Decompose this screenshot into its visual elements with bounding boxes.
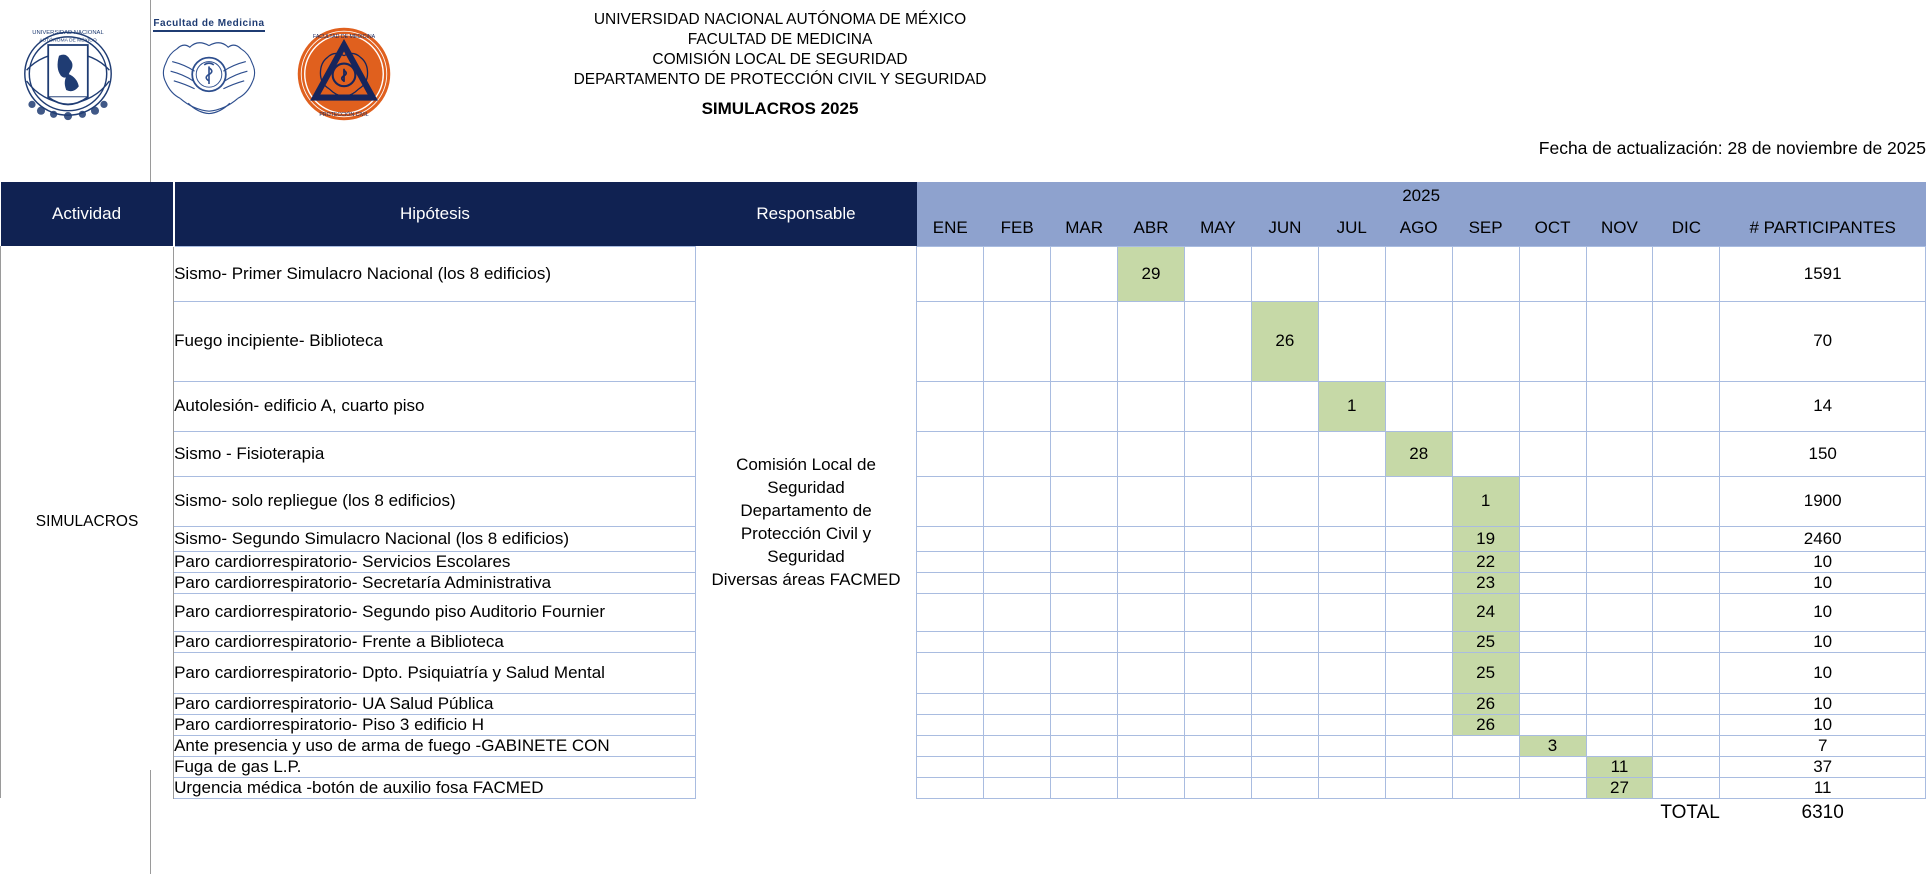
cell-month-nov — [1586, 572, 1653, 593]
column-header-month-dic: DIC — [1653, 210, 1720, 246]
column-header-month-sep: SEP — [1452, 210, 1519, 246]
cell-month-dic — [1653, 381, 1720, 431]
cell-hipotesis: Sismo- Primer Simulacro Nacional (los 8 edificios) — [174, 246, 696, 301]
cell-month-dic — [1653, 551, 1720, 572]
table-header — [1, 182, 1926, 246]
cell-month-jul — [1318, 431, 1385, 476]
footer-divider-line — [150, 770, 151, 874]
cell-month-dic — [1653, 572, 1720, 593]
cell-month-feb — [984, 572, 1051, 593]
table-row — [1, 714, 1926, 735]
facultad-medicina-label: Facultad de Medicina — [153, 18, 264, 32]
cell-month-ago — [1385, 476, 1452, 526]
cell-month-dic — [1653, 476, 1720, 526]
cell-month-dic — [1653, 301, 1720, 381]
cell-month-jun — [1251, 551, 1318, 572]
cell-hipotesis: Paro cardiorrespiratorio- Piso 3 edificio H — [174, 714, 696, 735]
column-header-month-ene: ENE — [917, 210, 984, 246]
cell-month-sep: 26 — [1452, 714, 1519, 735]
org-line-3: COMISIÓN LOCAL DE SEGURIDAD — [652, 51, 908, 68]
cell-hipotesis: Paro cardiorrespiratorio- Frente a Biblioteca — [174, 631, 696, 652]
cell-month-dic — [1653, 652, 1720, 693]
cell-month-feb — [984, 693, 1051, 714]
cell-month-may — [1184, 431, 1251, 476]
cell-month-feb — [984, 735, 1051, 756]
svg-text:FACULTAD DE MEDICINA: FACULTAD DE MEDICINA — [312, 34, 376, 41]
cell-hipotesis: Fuga de gas L.P. — [174, 756, 696, 777]
cell-month-ene — [917, 381, 984, 431]
cell-month-may — [1184, 714, 1251, 735]
cell-month-ago — [1385, 631, 1452, 652]
cell-month-oct — [1519, 551, 1586, 572]
cell-month-nov — [1586, 301, 1653, 381]
cell-month-sep — [1452, 756, 1519, 777]
cell-month-nov — [1586, 693, 1653, 714]
cell-month-nov — [1586, 476, 1653, 526]
cell-month-nov — [1586, 246, 1653, 301]
cell-month-jul — [1318, 693, 1385, 714]
cell-month-sep: 23 — [1452, 572, 1519, 593]
table-row — [1, 756, 1926, 777]
column-header-month-feb: FEB — [984, 210, 1051, 246]
cell-month-abr — [1118, 693, 1185, 714]
cell-month-may — [1184, 526, 1251, 551]
cell-month-mar — [1051, 735, 1118, 756]
cell-hipotesis: Fuego incipiente- Biblioteca — [174, 301, 696, 381]
column-header-month-abr: ABR — [1118, 210, 1185, 246]
cell-month-jul — [1318, 572, 1385, 593]
cell-participantes: 150 — [1720, 431, 1926, 476]
cell-month-oct: 3 — [1519, 735, 1586, 756]
cell-month-jul — [1318, 714, 1385, 735]
cell-participantes: 1591 — [1720, 246, 1926, 301]
cell-month-nov: 11 — [1586, 756, 1653, 777]
cell-month-dic — [1653, 246, 1720, 301]
cell-month-may — [1184, 246, 1251, 301]
cell-month-jul — [1318, 246, 1385, 301]
cell-month-sep: 24 — [1452, 593, 1519, 631]
table-row — [1, 735, 1926, 756]
table-row — [1, 593, 1926, 631]
cell-month-sep: 19 — [1452, 526, 1519, 551]
cell-month-mar — [1051, 431, 1118, 476]
org-line-1: UNIVERSIDAD NACIONAL AUTÓNOMA DE MÉXICO — [593, 11, 967, 28]
svg-text:PROTECCIÓN CIVIL: PROTECCIÓN CIVIL — [319, 111, 369, 118]
cell-month-jun — [1251, 714, 1318, 735]
cell-hipotesis: Sismo- Segundo Simulacro Nacional (los 8 edificios) — [174, 526, 696, 551]
cell-month-feb — [984, 551, 1051, 572]
cell-month-jun — [1251, 693, 1318, 714]
cell-month-sep — [1452, 735, 1519, 756]
cell-month-feb — [984, 714, 1051, 735]
cell-month-feb — [984, 756, 1051, 777]
cell-month-nov — [1586, 652, 1653, 693]
cell-month-oct — [1519, 431, 1586, 476]
cell-month-jun — [1251, 526, 1318, 551]
cell-participantes: 10 — [1720, 714, 1926, 735]
table-row — [1, 301, 1926, 381]
cell-month-mar — [1051, 693, 1118, 714]
table-row — [1, 693, 1926, 714]
org-line-2: FACULTAD DE MEDICINA — [687, 31, 873, 48]
cell-participantes: 70 — [1720, 301, 1926, 381]
table-row — [1, 431, 1926, 476]
cell-month-nov: 27 — [1586, 777, 1653, 798]
update-date: Fecha de actualización: 28 de noviembre de 2025 — [1538, 138, 1926, 158]
cell-month-nov — [1586, 526, 1653, 551]
cell-hipotesis: Sismo - Fisioterapia — [174, 431, 696, 476]
cell-month-may — [1184, 381, 1251, 431]
cell-participantes: 10 — [1720, 631, 1926, 652]
organization-heading — [0, 10, 1560, 119]
cell-month-nov — [1586, 431, 1653, 476]
cell-month-abr — [1118, 476, 1185, 526]
cell-month-jul — [1318, 735, 1385, 756]
cell-hipotesis: Paro cardiorrespiratorio- Secretaría Administrativa — [174, 572, 696, 593]
cell-month-may — [1184, 551, 1251, 572]
table-total-row — [1, 798, 1926, 828]
total-label: TOTAL — [1586, 798, 1720, 828]
column-header-month-jun: JUN — [1251, 210, 1318, 246]
table-row — [1, 551, 1926, 572]
cell-month-feb — [984, 431, 1051, 476]
cell-month-jun — [1251, 431, 1318, 476]
cell-month-sep — [1452, 777, 1519, 798]
cell-responsable — [695, 246, 917, 798]
cell-month-abr — [1118, 652, 1185, 693]
cell-month-sep — [1452, 431, 1519, 476]
cell-month-jul — [1318, 652, 1385, 693]
cell-month-abr — [1118, 381, 1185, 431]
cell-month-jul — [1318, 476, 1385, 526]
cell-month-ene — [917, 572, 984, 593]
cell-month-sep: 25 — [1452, 631, 1519, 652]
cell-month-jun — [1251, 246, 1318, 301]
cell-month-may — [1184, 756, 1251, 777]
cell-participantes: 10 — [1720, 693, 1926, 714]
cell-month-may — [1184, 476, 1251, 526]
cell-month-abr — [1118, 735, 1185, 756]
responsable-line: Diversas áreas FACMED — [711, 570, 901, 589]
cell-hipotesis: Paro cardiorrespiratorio- Servicios Escolares — [174, 551, 696, 572]
cell-month-jun — [1251, 631, 1318, 652]
cell-month-ago — [1385, 714, 1452, 735]
cell-month-nov — [1586, 714, 1653, 735]
cell-month-oct — [1519, 476, 1586, 526]
column-header-year: 2025 — [917, 182, 1926, 210]
cell-month-oct — [1519, 631, 1586, 652]
column-header-month-nov: NOV — [1586, 210, 1653, 246]
cell-month-mar — [1051, 756, 1118, 777]
cell-month-ago — [1385, 652, 1452, 693]
cell-month-nov — [1586, 381, 1653, 431]
document-title: SIMULACROS 2025 — [701, 99, 859, 118]
cell-month-ene — [917, 526, 984, 551]
cell-month-ene — [917, 714, 984, 735]
column-header-month-oct: OCT — [1519, 210, 1586, 246]
cell-month-mar — [1051, 246, 1118, 301]
cell-month-oct — [1519, 301, 1586, 381]
cell-month-abr — [1118, 431, 1185, 476]
cell-participantes: 10 — [1720, 551, 1926, 572]
cell-hipotesis: Urgencia médica -botón de auxilio fosa FACMED — [174, 777, 696, 798]
table-row — [1, 572, 1926, 593]
cell-month-ene — [917, 476, 984, 526]
cell-month-nov — [1586, 735, 1653, 756]
cell-month-dic — [1653, 431, 1720, 476]
svg-text:AUTÓNOMA DE MÉXICO: AUTÓNOMA DE MÉXICO — [39, 38, 97, 44]
cell-month-feb — [984, 652, 1051, 693]
simulacros-table — [0, 182, 1926, 828]
cell-month-feb — [984, 246, 1051, 301]
table-body — [1, 246, 1926, 828]
cell-month-ene — [917, 735, 984, 756]
total-row-spacer — [1, 798, 1587, 828]
column-header-month-mar: MAR — [1051, 210, 1118, 246]
cell-month-ago — [1385, 301, 1452, 381]
cell-month-ago — [1385, 526, 1452, 551]
cell-month-jul — [1318, 777, 1385, 798]
cell-participantes: 11 — [1720, 777, 1926, 798]
cell-participantes: 7 — [1720, 735, 1926, 756]
cell-month-may — [1184, 693, 1251, 714]
cell-month-abr — [1118, 551, 1185, 572]
cell-month-may — [1184, 652, 1251, 693]
cell-month-may — [1184, 631, 1251, 652]
cell-actividad: SIMULACROS — [1, 246, 174, 798]
cell-month-may — [1184, 301, 1251, 381]
page-header — [0, 0, 1926, 182]
cell-month-ago — [1385, 551, 1452, 572]
cell-month-ago — [1385, 777, 1452, 798]
cell-month-ago — [1385, 381, 1452, 431]
cell-participantes: 10 — [1720, 593, 1926, 631]
cell-month-jul — [1318, 551, 1385, 572]
cell-month-oct — [1519, 381, 1586, 431]
cell-month-dic — [1653, 714, 1720, 735]
cell-month-ene — [917, 301, 984, 381]
cell-participantes: 37 — [1720, 756, 1926, 777]
cell-month-dic — [1653, 693, 1720, 714]
table-row — [1, 246, 1926, 301]
cell-month-dic — [1653, 593, 1720, 631]
cell-month-abr — [1118, 593, 1185, 631]
cell-month-dic — [1653, 777, 1720, 798]
cell-hipotesis: Ante presencia y uso de arma de fuego -GABINETE CON — [174, 735, 696, 756]
cell-month-ene — [917, 246, 984, 301]
cell-month-jul — [1318, 526, 1385, 551]
cell-month-may — [1184, 735, 1251, 756]
cell-month-jul — [1318, 756, 1385, 777]
cell-month-jun — [1251, 476, 1318, 526]
cell-month-feb — [984, 381, 1051, 431]
column-header-month-may: MAY — [1184, 210, 1251, 246]
cell-month-ago — [1385, 593, 1452, 631]
cell-month-nov — [1586, 593, 1653, 631]
cell-hipotesis: Paro cardiorrespiratorio- UA Salud Pública — [174, 693, 696, 714]
table-row — [1, 476, 1926, 526]
table-row — [1, 381, 1926, 431]
cell-month-dic — [1653, 631, 1720, 652]
cell-month-oct — [1519, 526, 1586, 551]
cell-month-ene — [917, 631, 984, 652]
cell-month-abr — [1118, 572, 1185, 593]
cell-month-jul — [1318, 593, 1385, 631]
cell-month-mar — [1051, 777, 1118, 798]
cell-month-mar — [1051, 381, 1118, 431]
cell-month-feb — [984, 631, 1051, 652]
cell-month-mar — [1051, 476, 1118, 526]
cell-month-sep: 26 — [1452, 693, 1519, 714]
cell-month-may — [1184, 777, 1251, 798]
column-header-responsable: Responsable — [695, 182, 917, 246]
cell-month-nov — [1586, 631, 1653, 652]
responsable-line: Departamento de — [740, 501, 872, 520]
cell-month-jun — [1251, 735, 1318, 756]
cell-month-oct — [1519, 693, 1586, 714]
column-header-actividad: Actividad — [1, 182, 174, 246]
table-row — [1, 777, 1926, 798]
cell-month-jun — [1251, 593, 1318, 631]
column-header-hipotesis: Hipótesis — [174, 182, 696, 246]
cell-hipotesis: Autolesión- edificio A, cuarto piso — [174, 381, 696, 431]
table-row — [1, 631, 1926, 652]
cell-month-may — [1184, 593, 1251, 631]
cell-month-mar — [1051, 301, 1118, 381]
cell-month-feb — [984, 593, 1051, 631]
cell-month-ene — [917, 551, 984, 572]
cell-month-nov — [1586, 551, 1653, 572]
cell-month-jun — [1251, 381, 1318, 431]
cell-month-ago — [1385, 735, 1452, 756]
cell-month-mar — [1051, 526, 1118, 551]
cell-month-ago — [1385, 693, 1452, 714]
column-header-participantes: # PARTICIPANTES — [1720, 210, 1926, 246]
cell-participantes: 2460 — [1720, 526, 1926, 551]
cell-month-jun — [1251, 572, 1318, 593]
cell-month-abr: 29 — [1118, 246, 1185, 301]
cell-month-feb — [984, 526, 1051, 551]
cell-month-jul: 1 — [1318, 381, 1385, 431]
table-row — [1, 526, 1926, 551]
cell-month-mar — [1051, 593, 1118, 631]
cell-month-jul — [1318, 631, 1385, 652]
cell-month-sep: 1 — [1452, 476, 1519, 526]
cell-month-ene — [917, 652, 984, 693]
cell-month-jul — [1318, 301, 1385, 381]
cell-month-abr — [1118, 301, 1185, 381]
cell-month-jun — [1251, 777, 1318, 798]
cell-month-ago: 28 — [1385, 431, 1452, 476]
table-row — [1, 652, 1926, 693]
responsable-line: Protección Civil y — [740, 524, 872, 543]
cell-participantes: 10 — [1720, 652, 1926, 693]
org-line-4: DEPARTAMENTO DE PROTECCIÓN CIVIL Y SEGURIDAD — [573, 71, 987, 88]
table-header-row-1 — [1, 182, 1926, 210]
cell-month-ene — [917, 777, 984, 798]
responsable-line: Seguridad — [767, 478, 845, 497]
cell-month-ago — [1385, 756, 1452, 777]
column-header-month-ago: AGO — [1385, 210, 1452, 246]
cell-month-oct — [1519, 714, 1586, 735]
cell-month-dic — [1653, 756, 1720, 777]
cell-month-ene — [917, 431, 984, 476]
cell-month-sep: 22 — [1452, 551, 1519, 572]
cell-month-abr — [1118, 526, 1185, 551]
cell-month-jun: 26 — [1251, 301, 1318, 381]
column-header-month-jul: JUL — [1318, 210, 1385, 246]
cell-month-mar — [1051, 572, 1118, 593]
cell-participantes: 1900 — [1720, 476, 1926, 526]
responsable-line: Comisión Local de — [736, 455, 876, 474]
cell-month-ene — [917, 756, 984, 777]
cell-month-jun — [1251, 652, 1318, 693]
cell-month-abr — [1118, 777, 1185, 798]
cell-participantes: 14 — [1720, 381, 1926, 431]
cell-month-mar — [1051, 551, 1118, 572]
cell-month-sep — [1452, 381, 1519, 431]
cell-month-oct — [1519, 593, 1586, 631]
cell-month-ago — [1385, 572, 1452, 593]
cell-month-oct — [1519, 777, 1586, 798]
cell-month-ago — [1385, 246, 1452, 301]
cell-month-oct — [1519, 246, 1586, 301]
cell-hipotesis: Sismo- solo repliegue (los 8 edificios) — [174, 476, 696, 526]
cell-month-mar — [1051, 652, 1118, 693]
cell-month-abr — [1118, 756, 1185, 777]
cell-month-jun — [1251, 756, 1318, 777]
cell-hipotesis: Paro cardiorrespiratorio- Segundo piso Auditorio Fournier — [174, 593, 696, 631]
cell-month-abr — [1118, 631, 1185, 652]
svg-text:UNIVERSIDAD NACIONAL: UNIVERSIDAD NACIONAL — [32, 30, 104, 37]
cell-month-dic — [1653, 735, 1720, 756]
total-value: 6310 — [1720, 798, 1926, 828]
cell-month-abr — [1118, 714, 1185, 735]
cell-month-feb — [984, 476, 1051, 526]
cell-month-dic — [1653, 526, 1720, 551]
cell-month-feb — [984, 301, 1051, 381]
cell-month-oct — [1519, 652, 1586, 693]
cell-month-sep — [1452, 246, 1519, 301]
cell-month-sep — [1452, 301, 1519, 381]
cell-month-may — [1184, 572, 1251, 593]
responsable-line: Seguridad — [767, 547, 845, 566]
cell-month-sep: 25 — [1452, 652, 1519, 693]
cell-month-feb — [984, 777, 1051, 798]
cell-month-mar — [1051, 714, 1118, 735]
cell-month-mar — [1051, 631, 1118, 652]
cell-month-ene — [917, 593, 984, 631]
cell-hipotesis: Paro cardiorrespiratorio- Dpto. Psiquiatría y Salud Mental — [174, 652, 696, 693]
cell-month-oct — [1519, 572, 1586, 593]
cell-month-ene — [917, 693, 984, 714]
cell-participantes: 10 — [1720, 572, 1926, 593]
cell-month-oct — [1519, 756, 1586, 777]
